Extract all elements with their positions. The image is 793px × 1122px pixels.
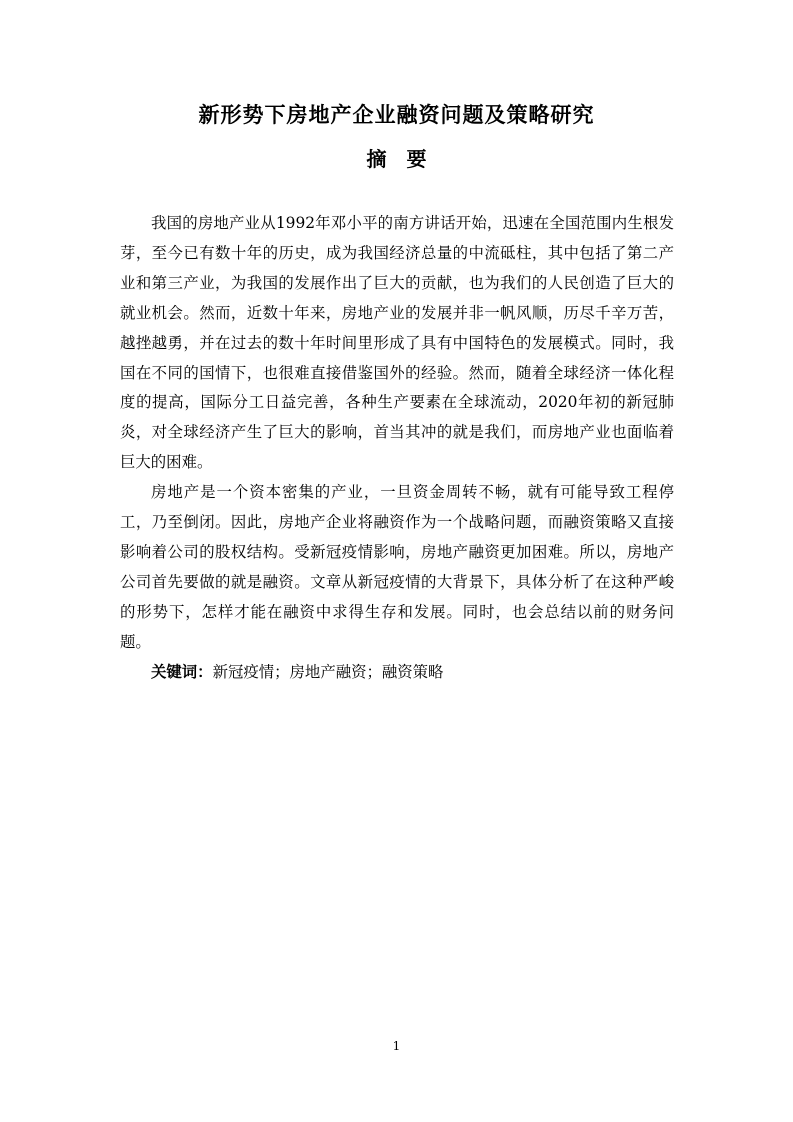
abstract-paragraph-2: 房地产是一个资本密集的产业，一旦资金周转不畅，就有可能导致工程停工，乃至倒闭。因此，房地产企业将融资作为一个战略问题，而融资策略又直接影响着公司的股权结构。受新冠疫情影响，房地产融资更加困难。所以，房地产公司首先要做的就是融资。文章从新冠疫情的大背景下，具体分析了在这种严峻的形势下，怎样才能在融资中求得生存和发展。同时，也会总结以前的财务问题。	[120, 483, 674, 651]
abstract-body	[120, 209, 674, 688]
document-title: 新形势下房地产企业融资问题及策略研究	[198, 102, 595, 127]
keywords-line	[120, 658, 674, 688]
abstract-heading	[120, 144, 673, 174]
abstract-heading-part2: 要	[406, 147, 427, 171]
keywords-text: 新冠疫情；房地产融资；融资策略	[212, 662, 444, 681]
page-number: 1	[392, 1039, 401, 1053]
keywords-label: 关键词：	[151, 662, 213, 681]
abstract-paragraph-1: 我国的房地产业从1992年邓小平的南方讲话开始，迅速在全国范围内生根发芽，至今已有数十年的历史，成为我国经济总量的中流砥柱，其中包括了第二产业和第三产业，为我国的发展作出了巨大的贡献，也为我们的人民创造了巨大的就业机会。然而，近数十年来，房地产业的发展并非一帆风顺，历尽千辛万苦，越挫越勇，并在过去的数十年时间里形成了具有中国特色的发展模式。同时，我国在不同的国情下，也很难直接借鉴国外的经验。然而，随着全球经济一体化程度的提高，国际分工日益完善，各种生产要素在全球流动，2020年初的新冠肺炎，对全球经济产生了巨大的影响，首当其冲的就是我们，而房地产业也面临着巨大的困难。	[120, 214, 674, 472]
abstract-heading-part1: 摘	[366, 147, 387, 171]
